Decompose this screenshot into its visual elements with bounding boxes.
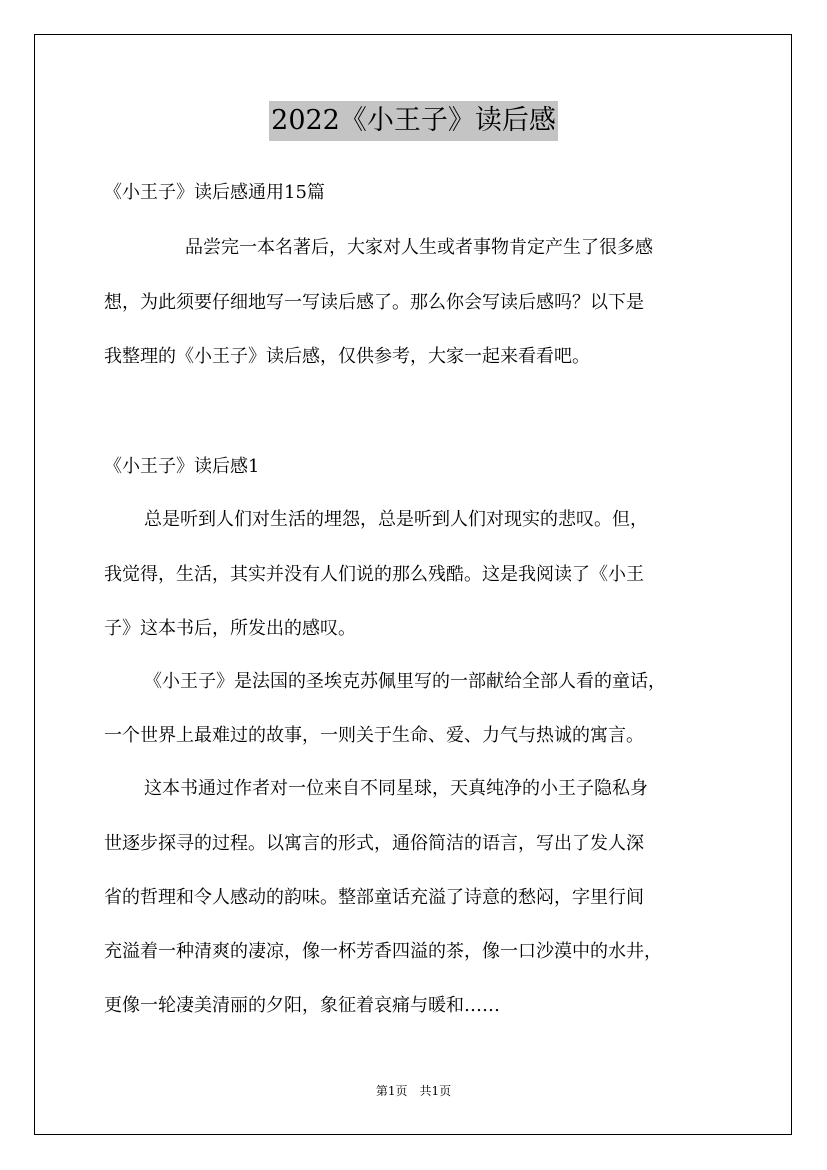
body-line: 世逐步探寻的过程。以寓言的形式，通俗简洁的语言，写出了发人深	[104, 833, 644, 854]
body-line: 省的哲理和令人感动的韵味。整部童话充溢了诗意的愁闷，字里行间	[104, 887, 644, 908]
body-line: 更像一轮凄美清丽的夕阳，象征着哀痛与暖和……	[104, 995, 500, 1016]
body-line: 一个世界上最难过的故事，一则关于生命、爱、力气与热诚的寓言。	[104, 725, 644, 746]
body-line: 这本书通过作者对一位来自不同星球，天真纯净的小王子隐私身	[144, 778, 648, 799]
body-line: 《小王子》是法国的圣埃克苏佩里写的一部献给全部人看的童话，	[144, 671, 666, 692]
body-line: 总是听到人们对生活的埋怨，总是听到人们对现实的悲叹。但，	[144, 509, 648, 530]
section-heading: 《小王子》读后感1	[104, 456, 260, 477]
body-line: 充溢着一种清爽的凄凉，像一杯芳香四溢的茶，像一口沙漠中的水井，	[104, 941, 662, 962]
page-footer	[0, 1082, 827, 1100]
document-title: 2022《小王子》读后感	[269, 101, 558, 141]
intro-line: 想，为此须要仔细地写一写读后感了。那么你会写读后感吗？以下是	[104, 292, 644, 313]
body-line: 我觉得，生活，其实并没有人们说的那么残酷。这是我阅读了《小王	[104, 564, 644, 585]
intro-line: 我整理的《小王子》读后感，仅供参考，大家一起来看看吧。	[104, 346, 590, 367]
page-number: 第1页 共1页	[375, 1084, 452, 1098]
document-subtitle: 《小王子》读后感通用15篇	[104, 182, 325, 203]
title-container	[0, 101, 827, 141]
intro-line: 品尝完一本名著后，大家对人生或者事物肯定产生了很多感	[185, 237, 653, 258]
body-line: 子》这本书后，所发出的感叹。	[104, 618, 356, 639]
